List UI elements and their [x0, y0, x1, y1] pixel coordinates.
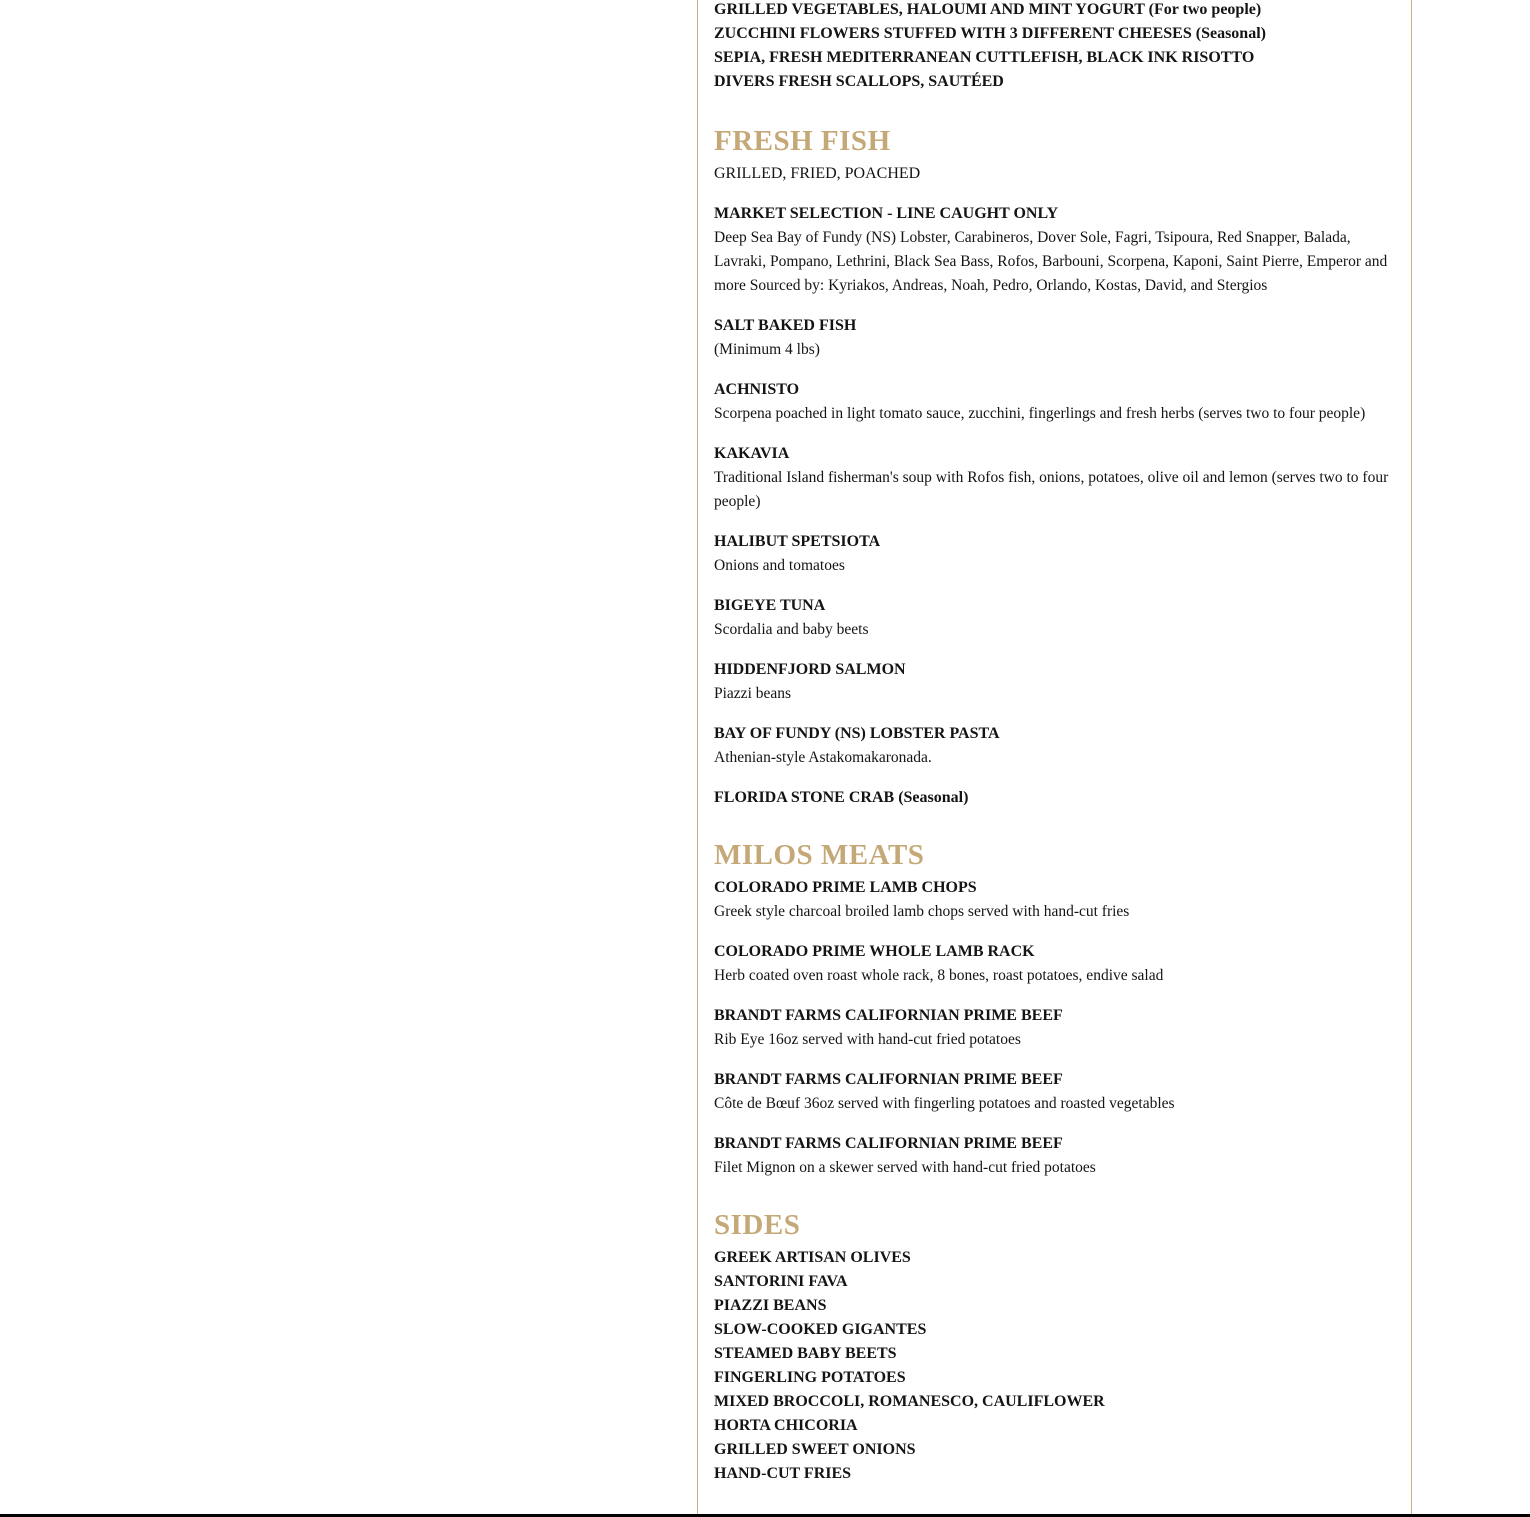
side-item: SLOW-COOKED GIGANTES	[714, 1321, 927, 1338]
menu-item-name: HIDDENFJORD SALMON	[714, 661, 906, 678]
menu-item-desc: Onions and tomatoes	[714, 557, 845, 574]
menu-item-name: COLORADO PRIME WHOLE LAMB RACK	[714, 943, 1035, 960]
menu-item-name: BRANDT FARMS CALIFORNIAN PRIME BEEF	[714, 1071, 1063, 1088]
menu-item-desc: Rib Eye 16oz served with hand-cut fried potatoes	[714, 1031, 1021, 1048]
menu-item-name: GRILLED VEGETABLES, HALOUMI AND MINT YOGURT (For two people)	[714, 1, 1262, 18]
side-item: HAND-CUT FRIES	[714, 1465, 852, 1482]
menu-panel	[697, 0, 1412, 1515]
sides-section	[714, 1208, 1394, 1486]
menu-item-desc: (Minimum 4 lbs)	[714, 341, 820, 358]
menu-item-desc: Scorpena poached in light tomato sauce, zucchini, fingerlings and fresh herbs (serves two to four people)	[714, 405, 1366, 422]
menu-item	[714, 722, 1394, 770]
side-item: PIAZZI BEANS	[714, 1297, 827, 1314]
side-item: STEAMED BABY BEETS	[714, 1345, 897, 1362]
menu-item-name: SALT BAKED FISH	[714, 317, 857, 334]
side-item: GREEK ARTISAN OLIVES	[714, 1249, 911, 1266]
menu-item	[714, 314, 1394, 362]
menu-item	[714, 940, 1394, 988]
menu-item-desc: Piazzi beans	[714, 685, 792, 702]
menu-item	[714, 786, 1394, 810]
menu-item-name: DIVERS FRESH SCALLOPS, SAUTÉED	[714, 73, 1004, 90]
menu-item-name: HALIBUT SPETSIOTA	[714, 533, 881, 550]
section-subtitle: GRILLED, FRIED, POACHED	[714, 165, 921, 182]
section-title-milos-meats: MILOS MEATS	[714, 839, 925, 871]
section-title-fresh-fish: FRESH FISH	[714, 125, 891, 157]
menu-item-name: BAY OF FUNDY (NS) LOBSTER PASTA	[714, 725, 1000, 742]
menu-item-name: KAKAVIA	[714, 445, 790, 462]
menu-item-desc: Greek style charcoal broiled lamb chops served with hand-cut fries	[714, 903, 1130, 920]
menu-item-name: ZUCCHINI FLOWERS STUFFED WITH 3 DIFFERENT CHEESES (Seasonal)	[714, 25, 1266, 42]
milos-meats-section	[714, 838, 1394, 1180]
menu-item-name: COLORADO PRIME LAMB CHOPS	[714, 879, 977, 896]
menu-item	[714, 378, 1394, 426]
menu-item-desc: Côte de Bœuf 36oz served with fingerling potatoes and roasted vegetables	[714, 1095, 1175, 1112]
menu-item-name: BRANDT FARMS CALIFORNIAN PRIME BEEF	[714, 1007, 1063, 1024]
menu-item-name: BRANDT FARMS CALIFORNIAN PRIME BEEF	[714, 1135, 1063, 1152]
menu-item	[714, 1132, 1394, 1180]
menu-item-desc: Filet Mignon on a skewer served with hand-cut fried potatoes	[714, 1159, 1096, 1176]
menu-item	[714, 530, 1394, 578]
menu-item	[714, 658, 1394, 706]
menu-item	[714, 202, 1394, 298]
side-item: MIXED BROCCOLI, ROMANESCO, CAULIFLOWER	[714, 1393, 1105, 1410]
menu-item	[714, 1068, 1394, 1116]
menu-item-name: SEPIA, FRESH MEDITERRANEAN CUTTLEFISH, BLACK INK RISOTTO	[714, 49, 1255, 66]
menu-item-name: BIGEYE TUNA	[714, 597, 826, 614]
menu-item	[714, 1004, 1394, 1052]
menu-item-desc: Athenian-style Astakomakaronada.	[714, 749, 932, 766]
menu-item	[714, 594, 1394, 642]
menu-item-name: ACHNISTO	[714, 381, 800, 398]
menu-item	[714, 442, 1394, 514]
side-item: SANTORINI FAVA	[714, 1273, 848, 1290]
menu-item-desc: Deep Sea Bay of Fundy (NS) Lobster, Carabineros, Dover Sole, Fagri, Tsipoura, Red Snapper, Balada, Lavraki, Pompano, Lethrini, Black Sea Bass, Rofos, Barbouni, Scorpena, Kaponi, Saint Pierre, Emperor and more Sourced by: Kyriakos, Andreas, Noah, Pedro, Orlando, Kostas, David, and Stergios	[714, 229, 1388, 294]
fresh-fish-section	[714, 124, 1394, 810]
menu-item-desc: Scordalia and baby beets	[714, 621, 869, 638]
top-items-list	[714, 0, 1394, 94]
section-title-sides: SIDES	[714, 1209, 801, 1241]
menu-item	[714, 876, 1394, 924]
side-item: FINGERLING POTATOES	[714, 1369, 906, 1386]
menu-item-desc: Traditional Island fisherman's soup with Rofos fish, onions, potatoes, olive oil and lemon (serves two to four people)	[714, 469, 1389, 510]
side-item: GRILLED SWEET ONIONS	[714, 1441, 916, 1458]
menu-item-desc: Herb coated oven roast whole rack, 8 bones, roast potatoes, endive salad	[714, 967, 1164, 984]
menu-item-name: MARKET SELECTION - LINE CAUGHT ONLY	[714, 205, 1059, 222]
side-item: HORTA CHICORIA	[714, 1417, 858, 1434]
menu-item-name: FLORIDA STONE CRAB (Seasonal)	[714, 789, 969, 806]
menu-content	[714, 0, 1394, 1486]
